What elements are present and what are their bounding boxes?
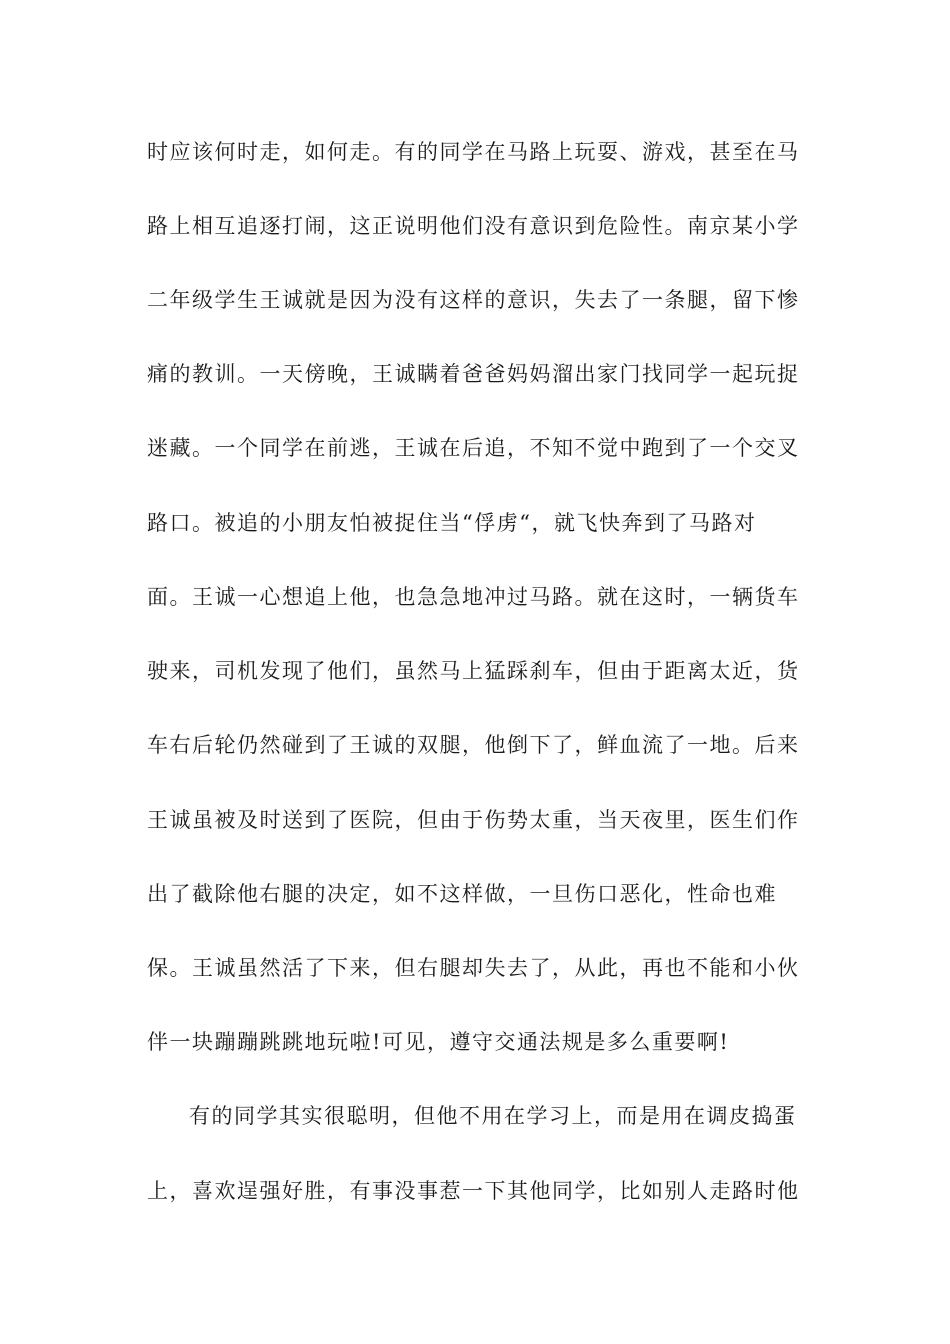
paragraph-line: 路口。被追的小朋友怕被捉住当“俘虏“，就飞快奔到了马路对 [147, 511, 757, 535]
paragraph-line: 迷藏。一个同学在前逃，王诚在后追，不知不觉中跑到了一个交叉 [147, 436, 800, 460]
paragraph-line: 驶来，司机发现了他们，虽然马上猛踩刹车，但由于距离太近，货 [147, 659, 800, 683]
paragraph-line: 上，喜欢逞强好胜，有事没事惹一下其他同学，比如别人走路时他 [147, 1179, 800, 1203]
paragraph-line: 伴一块蹦蹦跳跳地玩啦!可见，遵守交通法规是多么重要啊! [147, 1030, 730, 1054]
paragraph-line: 二年级学生王诚就是因为没有这样的意识，失去了一条腿，留下惨 [147, 288, 800, 312]
paragraph-line: 面。王诚一心想追上他，也急急地冲过马路。就在这时，一辆货车 [147, 585, 800, 609]
paragraph-line: 王诚虽被及时送到了医院，但由于伤势太重，当天夜里，医生们作 [147, 808, 800, 832]
paragraph-line: 路上相互追逐打闹，这正说明他们没有意识到危险性。南京某小学 [147, 214, 800, 238]
paragraph-line: 有的同学其实很聪明，但他不用在学习上，而是用在调皮捣蛋 [189, 1104, 797, 1128]
paragraph-line: 痛的教训。一天傍晚，王诚瞒着爸爸妈妈溜出家门找同学一起玩捉 [147, 362, 800, 386]
paragraph-line: 出了截除他右腿的决定，如不这样做，一旦伤口恶化，性命也难 [147, 882, 777, 906]
paragraph-line: 时应该何时走，如何走。有的同学在马路上玩耍、游戏，甚至在马 [147, 140, 800, 164]
paragraph-line: 保。王诚虽然活了下来，但右腿却失去了，从此，再也不能和小伙 [147, 956, 800, 980]
paragraph-line: 车右后轮仍然碰到了王诚的双腿，他倒下了，鲜血流了一地。后来 [147, 733, 800, 757]
